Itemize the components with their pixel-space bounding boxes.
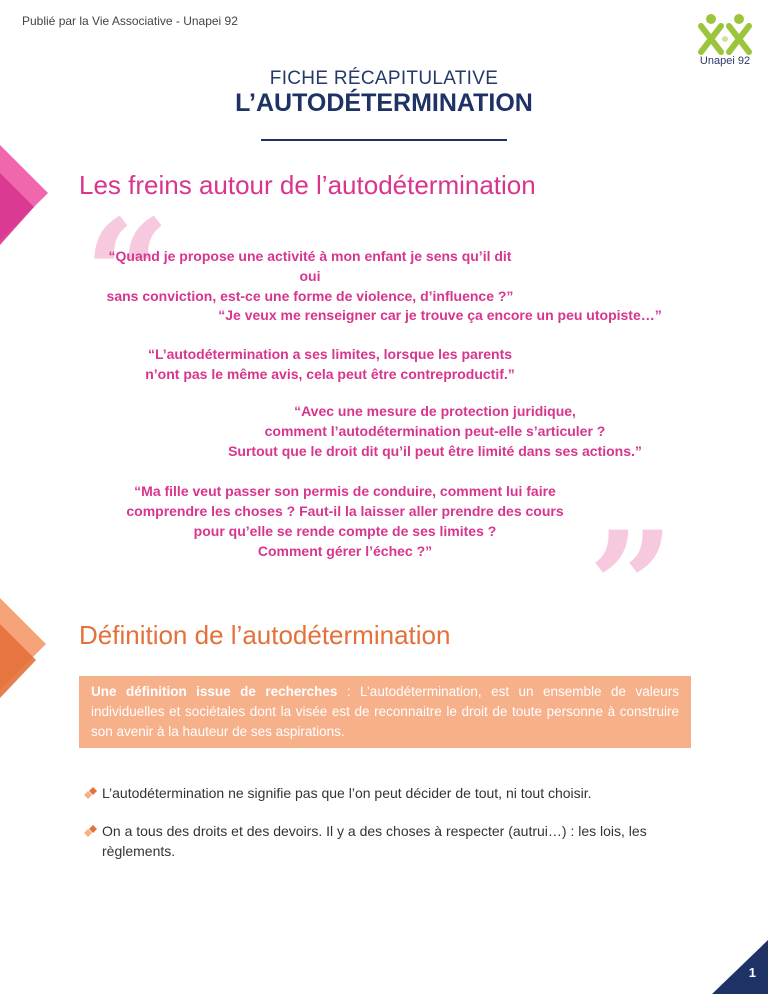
pink-chevron-decoration — [0, 145, 60, 255]
quote-line: sans conviction, est-ce une forme de violence, d’influence ?” — [106, 288, 514, 304]
diamond-bullet-icon — [78, 783, 102, 803]
diamond-bullet-icon — [78, 821, 102, 841]
document-title: L’AUTODÉTERMINATION — [235, 89, 533, 117]
open-quote-icon: “ — [84, 187, 171, 363]
page-number-badge — [712, 940, 768, 994]
title-divider — [261, 139, 507, 141]
quote-line: “Ma fille veut passer son permis de conduire, comment lui faire — [134, 483, 556, 499]
quote-line: “Quand je propose une activité à mon enfant je sens qu’il dit oui — [108, 248, 512, 284]
orange-chevron-decoration — [0, 598, 60, 708]
logo-figures-icon — [696, 12, 754, 56]
quote-line: n’ont pas le même avis, cela peut être contreproductif.” — [145, 366, 515, 382]
quote-line: Surtout que le droit dit qu’il peut être limité dans ses actions.” — [228, 443, 642, 459]
section-title-freins: Les freins autour de l’autodétermination — [79, 170, 536, 200]
quote-line: “Je veux me renseigner car je trouve ça encore un peu utopiste…” — [218, 307, 662, 323]
quote-2 — [180, 305, 700, 325]
unapei-logo — [696, 12, 754, 72]
publisher-line: Publié par la Vie Associative - Unapei 92 — [22, 14, 238, 28]
close-quote-icon: ” — [588, 499, 675, 675]
quote-line: pour qu’elle se rende compte de ses limites ? — [193, 523, 497, 539]
quote-3 — [100, 344, 560, 384]
quote-line: comment l’autodétermination peut-elle s’articuler ? — [264, 423, 606, 439]
bullet-text: On a tous des droits et des devoirs. Il y a des choses à respecter (autrui…) : les lois, les règlements. — [102, 823, 647, 859]
section-title-definition: Définition de l’autodétermination — [79, 620, 451, 650]
definition-text: : L’autodétermination, est un ensemble de valeurs individuelles et sociétales dont la visée est de reconnaitre le droit de toute personne à construire son avenir à la hauteur de ses aspirations. — [91, 684, 679, 739]
quote-line: “Avec une mesure de protection juridique, — [294, 403, 576, 419]
quote-4 — [190, 401, 680, 461]
quote-line: Comment gérer l’échec ?” — [257, 543, 433, 559]
bullet-text: L’autodétermination ne signifie pas que l’on peut décider de tout, ni tout choisir. — [102, 785, 592, 801]
bullet-item — [78, 783, 698, 803]
definition-label: Une définition issue de recherches — [91, 684, 338, 699]
definition-box — [79, 676, 691, 748]
document-subtitle: FICHE RÉCAPITULATIVE — [269, 68, 499, 89]
quote-line: “L’autodétermination a ses limites, lorsque les parents — [147, 346, 513, 362]
quote-line: comprendre les choses ? Faut-il la laisser aller prendre des cours — [126, 503, 564, 519]
bullet-item — [78, 821, 698, 861]
quote-1 — [100, 246, 520, 306]
page-number: 1 — [748, 965, 756, 980]
logo-text: Unapei 92 — [699, 55, 751, 67]
quote-5 — [90, 481, 600, 561]
